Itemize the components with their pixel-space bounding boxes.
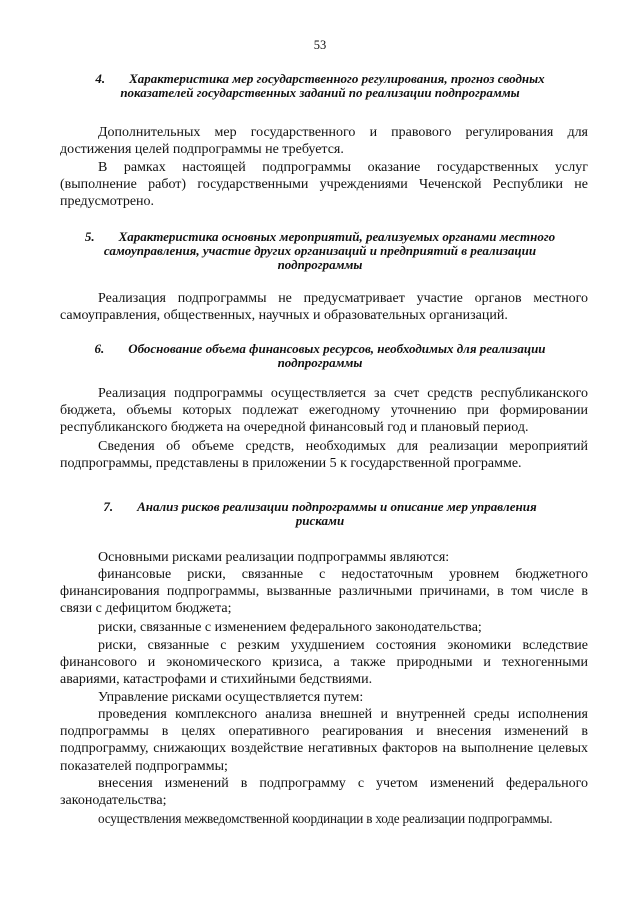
section-4-heading xyxy=(0,72,640,100)
paragraph: финансовые риски, связанные с недостаточным уровнем бюджетного финансирования подпрограммы, вызванные различными причинами, в том числе в связи с дефицитом бюджета; xyxy=(60,567,588,617)
paragraph: Дополнительных мер государственного и правового регулирования для достижения целей подпрограммы не требуется. xyxy=(60,125,588,158)
section-number: 7. xyxy=(103,499,114,514)
paragraph: риски, связанные с резким ухудшением состояния экономики вследствие финансового и экономического кризиса, а также природными и техногенными авариями, катастрофами и стихийными бедствиями. xyxy=(60,638,588,688)
paragraph: Основными рисками реализации подпрограммы являются: xyxy=(98,550,450,565)
paragraph: Реализация подпрограммы не предусматривает участие органов местного самоуправления, общественных, научных и образовательных организаций. xyxy=(60,291,588,324)
section-number: 5. xyxy=(84,229,95,244)
page-number: 53 xyxy=(313,38,327,52)
paragraph: риски, связанные с изменением федерального законодательства; xyxy=(98,620,482,635)
section-7-heading xyxy=(0,500,640,528)
paragraph: Управление рисками осуществляется путем: xyxy=(98,690,364,705)
section-6-heading xyxy=(0,342,640,370)
section-title: Характеристика основных мероприятий, реализуемых органами местного самоуправления, участие других организаций и предприятий в реализации подпрограммы xyxy=(103,229,556,272)
section-title: Анализ рисков реализации подпрограммы и описание мер управления рисками xyxy=(137,499,537,528)
paragraph: Реализация подпрограммы осуществляется за счет средств республиканского бюджета, объемы которых подлежат ежегодному уточнению при формировании республиканского бюджета на очередной финансовый год и плановый период. xyxy=(60,386,588,436)
paragraph: Сведения об объеме средств, необходимых для реализации мероприятий подпрограммы, представлены в приложении 5 к государственной программе. xyxy=(60,439,588,472)
paragraph: внесения изменений в подпрограмму с учетом изменений федерального законодательства; xyxy=(60,776,588,809)
paragraph: осуществления межведомственной координации в ходе реализации подпрограммы. xyxy=(98,811,553,826)
section-title: Обоснование объема финансовых ресурсов, необходимых для реализации подпрограммы xyxy=(128,341,546,370)
paragraph: проведения комплексного анализа внешней и внутренней среды исполнения подпрограммы в целях оперативного реагирования и внесения изменений в подпрограмму, снижающих воздействие негативных факторов на выполнение целевых показателей подпрограммы; xyxy=(60,707,588,774)
paragraph: В рамках настоящей подпрограммы оказание государственных услуг (выполнение работ) государственными учреждениями Чеченской Республики не предусмотрено. xyxy=(60,160,588,210)
section-5-heading xyxy=(0,230,640,272)
section-number: 4. xyxy=(95,71,106,86)
section-title: Характеристика мер государственного регулирования, прогноз сводных показателей государственных заданий по реализации подпрограммы xyxy=(120,71,545,100)
section-number: 6. xyxy=(94,341,105,356)
